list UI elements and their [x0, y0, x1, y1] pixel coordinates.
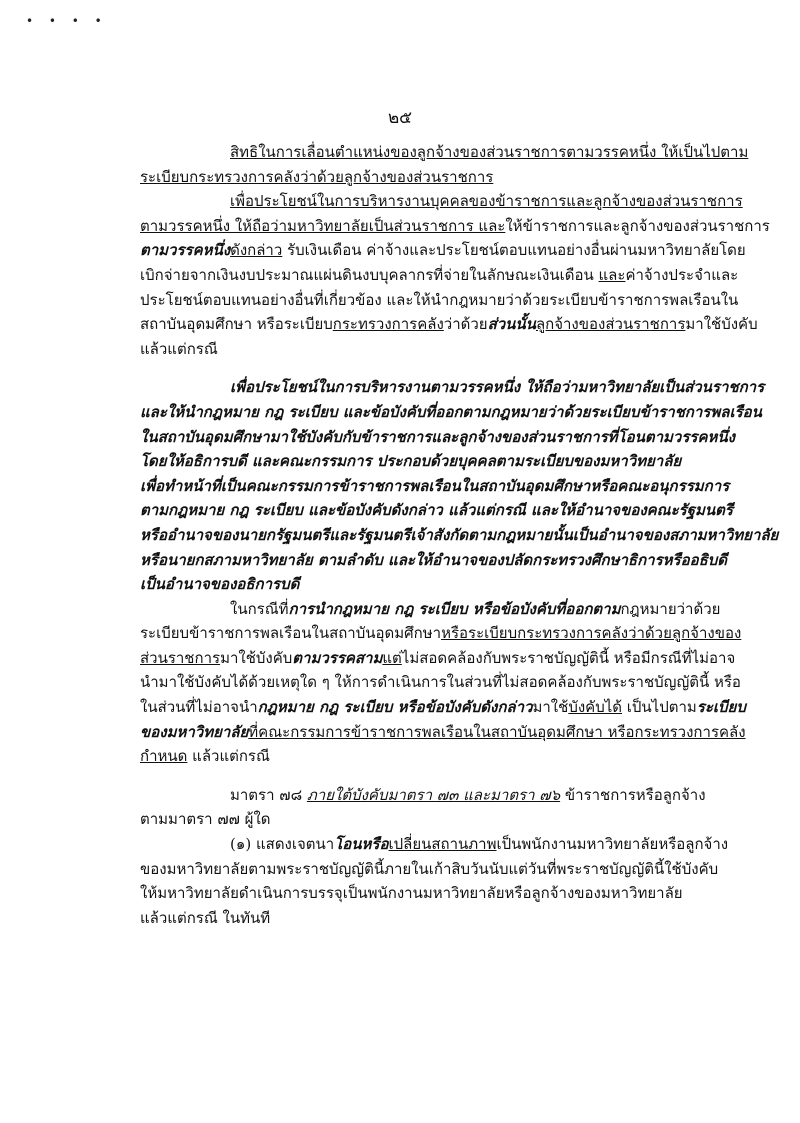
text-line	[140, 189, 743, 214]
handwritten-edit-text: หรืออำนาจของนายกรัฐมนตรีและรัฐมนตรีเจ้าสังกัดตามกฎหมายนั้นเป็นอำนาจของสภามหาวิทยาลัย	[140, 525, 779, 544]
text-line	[140, 449, 730, 474]
paragraph-gap	[140, 769, 730, 783]
text-line	[140, 140, 749, 165]
underlined-text: ดังกล่าว	[230, 241, 283, 260]
text-line	[140, 238, 746, 263]
body-text: ในกรณีที่	[230, 599, 289, 618]
text-line	[140, 337, 730, 362]
underlined-text: ตามวรรคหนึ่ง ให้ถือว่ามหาวิทยาลัยเป็นส่วนราชการ และ	[140, 216, 506, 235]
handwritten-edit-text: ตามวรรคหนึ่ง	[140, 241, 231, 260]
body-text: ว่าด้วย	[443, 315, 488, 334]
text-line	[140, 263, 739, 288]
text-line	[140, 906, 730, 931]
body-text: เป็นไปตาม	[622, 698, 697, 717]
text-line	[140, 498, 733, 523]
body-text: ข้าราชการหรือลูกจ้าง	[560, 785, 706, 804]
body-text: แล้วแต่กรณี	[140, 339, 218, 358]
handwritten-edit-text: ของมหาวิทยาลัย	[140, 722, 249, 741]
body-text: ประโยชน์ตอบแทนอย่างอื่นที่เกี่ยวข้อง และให้นำกฎหมายว่าด้วยระเบียบข้าราชการพลเรือนใน	[140, 290, 739, 309]
handwritten-edit-text: ระเบียบ	[696, 698, 746, 717]
text-line	[140, 474, 730, 499]
handwritten-edit-text: กฎหมาย กฎ ระเบียบ หรือข้อบังคับดังกล่าว	[257, 698, 533, 717]
body-text: ของมหาวิทยาลัยตามพระราชบัญญัตินี้ภายในเก้าสิบวันนับแต่วันที่พระราชบัญญัตินี้ใช้บังคับ	[140, 859, 719, 878]
handwritten-edit-text: ตามกฎหมาย กฎ ระเบียบ และข้อบังคับดังกล่าว แล้วแต่กรณี และให้อำนาจของคณะรัฐมนตรี	[140, 501, 733, 520]
text-line	[140, 695, 746, 720]
underlined-text: แต่	[382, 648, 402, 667]
underlined-text: ภายใต้บังคับมาตรา ๗๓ และมาตรา ๗๖	[306, 785, 561, 804]
text-line	[140, 783, 730, 808]
text-line	[140, 400, 762, 425]
underlined-text: เปลี่ยนสถานภาพ	[388, 835, 497, 854]
body-text: มาใช้บังคับ	[685, 315, 758, 334]
underlined-text: สิทธิในการเลื่อนตำแหน่งของลูกจ้างของส่วนราชการตามวรรคหนึ่ง ให้เป็นไปตาม	[230, 143, 749, 161]
body-text: ค่าจ้างประจำและ	[625, 265, 739, 284]
underlined-text: กำหนด	[140, 747, 188, 766]
underlined-text: ลูกจ้างของส่วนราชการ	[535, 315, 686, 334]
body-text: มาตรา ๗๘	[230, 785, 307, 804]
body-text: ระเบียบข้าราชการพลเรือนในสถาบันอุดมศึกษา	[140, 624, 442, 643]
handwritten-edit-text: เพื่อประโยชน์ในการบริหารงานตามวรรคหนึ่ง ให้ถือว่ามหาวิทยาลัยเป็นส่วนราชการ	[230, 378, 765, 397]
handwritten-edit-text: โอนหรือ	[334, 835, 389, 854]
body-text: ในส่วนที่ไม่อาจนำ	[140, 698, 258, 717]
body-text: เป็นพนักงานมหาวิทยาลัยหรือลูกจ้าง	[496, 835, 729, 854]
body-text: รับเงินเดือน ค่าจ้างและประโยชน์ตอบแทนอย่างอื่นผ่านมหาวิทยาลัยโดย	[282, 241, 746, 260]
body-text: (๑) แสดงเจตนา	[230, 835, 335, 854]
body-text: มาใช้บังคับ	[220, 648, 293, 667]
text-line	[140, 744, 730, 769]
underlined-text: ระเบียบกระทรวงการคลังว่าด้วยลูกจ้างของส่วนราชการ	[140, 167, 494, 186]
handwritten-edit-text: ในสถาบันอุดมศึกษามาใช้บังคับกับข้าราชการและลูกจ้างของส่วนราชการที่โอนตามวรรคหนึ่ง	[140, 427, 735, 446]
text-line	[140, 670, 741, 695]
text-line	[140, 597, 730, 622]
body-text: แล้วแต่กรณี	[187, 747, 270, 766]
handwritten-edit-text: และให้นำกฎหมาย กฎ ระเบียบ และข้อบังคับที่ออกตามกฎหมายว่าด้วยระเบียบข้าราชการพลเรือน	[140, 402, 762, 421]
handwritten-edit-text: หรือนายกสภามหาวิทยาลัย ตามลำดับ และให้อำนาจของปลัดกระทรวงศึกษาธิการหรืออธิบดี	[140, 550, 728, 569]
handwritten-edit-text: ส่วนนั้น	[487, 315, 536, 334]
text-line	[140, 720, 746, 745]
body-text: กฎหมายว่าด้วย	[620, 599, 721, 618]
body-text: นำมาใช้บังคับได้ด้วยเหตุใด ๆ ให้การดำเนินการในส่วนที่ไม่สอดคล้องกับพระราชบัญญัตินี้ หรือ	[140, 673, 741, 692]
underlined-text: และ	[598, 265, 626, 284]
text-line	[140, 425, 735, 450]
handwritten-edit-text: เพื่อทำหน้าที่เป็นคณะกรรมการข้าราชการพลเรือนในสถาบันอุดมศึกษาหรือคณะอนุกรรมการ	[140, 476, 730, 495]
text-line	[140, 523, 779, 548]
text-line	[140, 621, 742, 646]
text-line	[140, 832, 730, 857]
body-text: ให้มหาวิทยาลัยดำเนินการบรรจุเป็นพนักงานมหาวิทยาลัยหรือลูกจ้างของมหาวิทยาลัย	[140, 884, 683, 903]
text-line	[140, 165, 730, 190]
body-text: เบิกจ่ายจากเงินงบประมาณแผ่นดินงบบุคลากรที่จ่ายในลักษณะเงินเดือน	[140, 265, 599, 284]
text-line	[140, 288, 739, 313]
handwritten-edit-text: การนำกฎหมาย กฎ ระเบียบ หรือข้อบังคับที่ออกตาม	[288, 599, 621, 618]
body-text: ให้ข้าราชการและลูกจ้างของส่วนราชการ	[505, 216, 770, 235]
body-text: ไม่สอดคล้องกับพระราชบัญญัตินี้ หรือมีกรณีที่ไม่อาจ	[401, 648, 736, 667]
underlined-text: กระทรวงการคลัง	[332, 315, 444, 334]
text-line	[140, 807, 730, 832]
text-line	[140, 572, 730, 597]
underlined-text: หรือระเบียบกระทรวงการคลังว่าด้วยลูกจ้างของ	[441, 624, 742, 643]
underlined-text: ที่คณะกรรมการข้าราชการพลเรือนในสถาบันอุดมศึกษา หรือกระทรวงการคลัง	[248, 722, 746, 741]
underlined-text: บังคับได้	[568, 698, 622, 717]
body-text: มาใช้	[532, 698, 569, 717]
text-line	[140, 548, 730, 573]
underlined-text: เพื่อประโยชน์ในการบริหารงานบุคคลของข้าราชการและลูกจ้างของส่วนราชการ	[230, 192, 743, 211]
text-line	[140, 857, 730, 882]
header-dots: • • • •	[26, 14, 108, 28]
page-number: ๒๕	[387, 108, 413, 128]
text-line	[140, 214, 770, 239]
text-line	[140, 646, 736, 671]
document-body	[140, 140, 779, 930]
text-line	[140, 881, 730, 906]
paragraph-gap	[140, 361, 730, 375]
text-line	[140, 312, 758, 337]
handwritten-edit-text: โดยให้อธิการบดี และคณะกรรมการ ประกอบด้วยบุคคลตามระเบียบของมหาวิทยาลัย	[140, 452, 682, 471]
body-text: ตามมาตรา ๗๗ ผู้ใด	[140, 810, 271, 829]
handwritten-edit-text: ตามวรรคสาม	[292, 648, 383, 667]
text-line	[140, 375, 765, 400]
underlined-text: ส่วนราชการ	[140, 648, 221, 667]
body-text: สถาบันอุดมศึกษา หรือระเบียบ	[140, 315, 333, 334]
handwritten-edit-text: เป็นอำนาจของอธิการบดี	[140, 575, 300, 594]
body-text: แล้วแต่กรณี ในทันที	[140, 908, 271, 927]
